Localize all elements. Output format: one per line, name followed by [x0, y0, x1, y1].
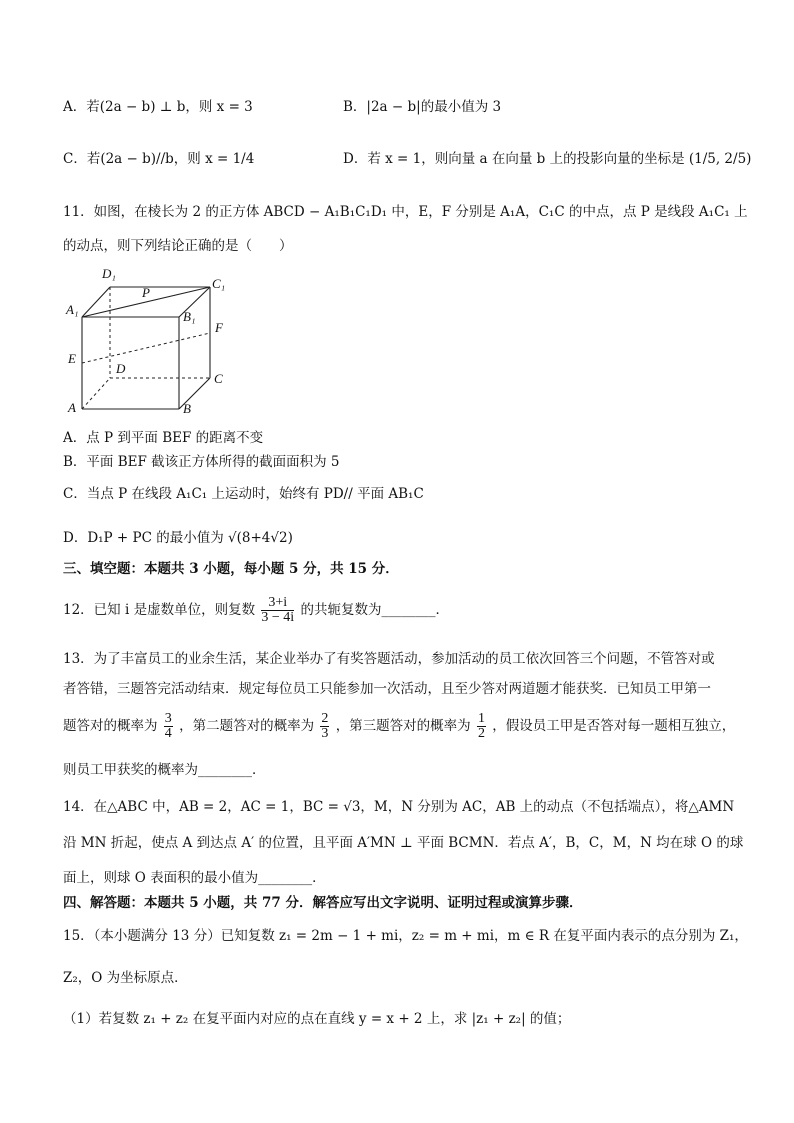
q10-option-c: C．若(2a − b)//b，则 x = 1/4 — [63, 151, 255, 167]
q13-p2-den: 3 — [321, 726, 329, 741]
q14-line1: 14．在△ABC 中，AB = 2，AC = 1，BC = √3，M，N 分别为 AC，AB 上的动点（不包括端点），将△AMN — [63, 799, 735, 815]
label-b: B — [183, 401, 191, 416]
q15-part1: （1）若复数 z₁ + z₂ 在复平面内对应的点在直线 y = x + 2 上，求 |z₁ + z₂| 的值； — [63, 1011, 571, 1027]
label-p: P — [142, 285, 150, 300]
hidden-line-e-f — [82, 333, 210, 363]
q11-stem-line1: 11．如图，在棱长为 2 的正方体 ABCD − A₁B₁C₁D₁ 中，E，F 分别是 A₁A，C₁C 的中点，点 P 是线段 A₁C₁ 上 — [63, 204, 748, 220]
q13-p1-num: 3 — [164, 711, 172, 726]
section3-heading: 三、填空题：本题共 3 小题，每小题 5 分，共 15 分． — [63, 561, 399, 577]
q15-line2: Z₂，O 为坐标原点． — [63, 970, 188, 986]
q13-p3-den: 2 — [477, 726, 485, 741]
q12-before: 12．已知 i 是虚数单位，则复数 — [63, 602, 256, 618]
q13-p2 — [320, 712, 329, 741]
q11-stem-line2: 的动点，则下列结论正确的是（ ） — [63, 238, 293, 254]
q14-line2: 沿 MN 折起，使点 A 到达点 A′ 的位置，且平面 A′MN ⊥ 平面 BCMN．若点 A′，B，C，M，N 均在球 O 的球 — [63, 835, 744, 851]
label-d1: D₁ — [102, 266, 116, 281]
q13-line1: 13．为了丰富员工的业余生活，某企业举办了有奖答题活动，参加活动的员工依次回答三个问题，不管答对或 — [63, 651, 715, 667]
q13-line3-c: ，第三题答对的概率为 — [335, 718, 471, 734]
label-e: E — [68, 351, 76, 366]
q15-line1: 15．（本小题满分 13 分）已知复数 z₁ = 2m − 1 + mi，z₂ = m + mi，m ∈ R 在复平面内表示的点分别为 Z₁， — [63, 928, 748, 944]
q13-p3-num: 1 — [477, 711, 485, 726]
q13-line3-d: ，假设员工甲是否答对每一题相互独立， — [492, 718, 736, 734]
q12-frac-num: 3+i — [261, 596, 294, 611]
label-b1: B₁ — [183, 309, 196, 324]
q13-p2-num: 2 — [321, 711, 329, 726]
q10-option-b: B．|2a − b|的最小值为 3 — [343, 99, 502, 115]
q12-frac-den: 3 − 4i — [261, 610, 295, 625]
q13-p3 — [477, 712, 486, 741]
label-a1: A₁ — [66, 302, 79, 317]
label-a: A — [68, 400, 76, 415]
q13-line3-a: 题答对的概率为 — [63, 718, 158, 734]
label-f: F — [215, 320, 223, 335]
cube-figure — [62, 262, 242, 426]
q13-line3-b: ，第二题答对的概率为 — [179, 718, 315, 734]
q11-option-b: B．平面 BEF 截该正方体所得的截面面积为 5 — [63, 454, 340, 470]
q13-line3 — [63, 708, 735, 744]
q10-option-a: A．若(2a − b) ⊥ b，则 x = 3 — [63, 99, 253, 115]
q12-fraction — [261, 596, 294, 625]
q13-line2: 者答错，三题答完活动结束．规定每位员工只能参加一次活动，且至少答对两道题才能获奖．已知员工甲第一 — [63, 681, 711, 697]
label-c1: C₁ — [212, 276, 226, 291]
q13-p1-den: 4 — [164, 726, 172, 741]
q12-after: 的共轭复数为________． — [300, 602, 449, 618]
edge-a1-d1 — [82, 287, 110, 317]
q13-p1 — [164, 712, 173, 741]
q11-option-a: A．点 P 到平面 BEF 的距离不变 — [63, 430, 264, 446]
label-c: C — [214, 371, 223, 386]
label-d: D — [116, 361, 126, 376]
hidden-edge-a-d — [82, 378, 110, 409]
q13-line4: 则员工甲获奖的概率为________． — [63, 762, 266, 778]
q10-option-d: D．若 x = 1，则向量 a 在向量 b 上的投影向量的坐标是 (1/5, 2/5) — [343, 151, 752, 167]
q12 — [63, 592, 449, 628]
q11-option-d: D．D₁P + PC 的最小值为 √(8+4√2) — [63, 530, 293, 546]
q11-option-c: C．当点 P 在线段 A₁C₁ 上运动时，始终有 PD// 平面 AB₁C — [63, 486, 424, 502]
section4-heading: 四、解答题：本题共 5 小题，共 77 分．解答应写出文字说明、证明过程或演算步骤． — [63, 895, 583, 911]
q14-line3: 面上，则球 O 表面积的最小值为________． — [63, 870, 326, 886]
